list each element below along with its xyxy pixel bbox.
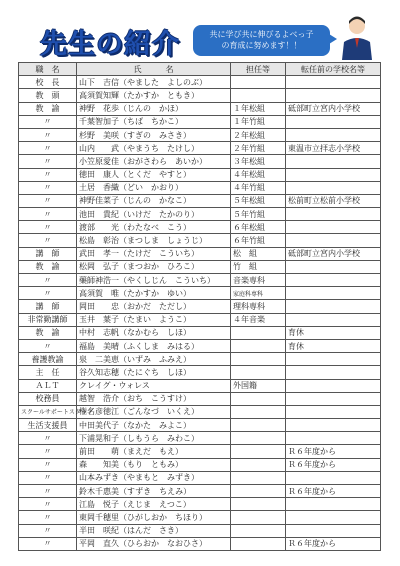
table-row — [19, 498, 381, 511]
position-cell: 〃 — [19, 181, 77, 194]
assignment-cell: ３年松組 — [231, 155, 286, 168]
position-cell: 校務員 — [19, 392, 77, 405]
previous-school-cell — [286, 260, 381, 273]
assignment-cell — [231, 392, 286, 405]
table-row — [19, 353, 381, 366]
name-cell: クレイグ・ウォレス — [77, 379, 231, 392]
assignment-cell: ５年松組 — [231, 194, 286, 207]
position-cell: 養護教諭 — [19, 353, 77, 366]
previous-school-cell: 東温市立拝志小学校 — [286, 142, 381, 155]
table-row — [19, 247, 381, 260]
position-cell: 〃 — [19, 221, 77, 234]
position-cell: 〃 — [19, 524, 77, 537]
name-cell: 神野佳菜子（じんの かなこ） — [77, 194, 231, 207]
previous-school-cell: 育休 — [286, 339, 381, 352]
table-row — [19, 366, 381, 379]
name-cell: 泉 二美恵（いずみ ふみえ） — [77, 353, 231, 366]
name-cell: 下浦晃和子（しもうら みわこ） — [77, 432, 231, 445]
previous-school-cell — [286, 208, 381, 221]
table-row — [19, 102, 381, 115]
assignment-cell: ６年松組 — [231, 221, 286, 234]
assignment-cell: ４年松組 — [231, 168, 286, 181]
name-cell: 小笠原愛佳（おがさわら あいか） — [77, 155, 231, 168]
assignment-cell — [231, 326, 286, 339]
position-cell: 非常勤講師 — [19, 313, 77, 326]
table-row — [19, 89, 381, 102]
previous-school-cell — [286, 115, 381, 128]
table-row — [19, 524, 381, 537]
previous-school-cell — [286, 300, 381, 313]
table-row — [19, 537, 381, 550]
table-row — [19, 339, 381, 352]
position-cell: 〃 — [19, 155, 77, 168]
previous-school-cell: Ｒ６年度から — [286, 485, 381, 498]
assignment-cell: 竹 組 — [231, 260, 286, 273]
name-cell: 神野 花歩（じんの かほ） — [77, 102, 231, 115]
previous-school-cell: 松前町立松前小学校 — [286, 194, 381, 207]
table-row — [19, 168, 381, 181]
name-cell: 松島 彰治（まつしま しょうじ） — [77, 234, 231, 247]
name-cell: 谷久知志穂（たにぐち しほ） — [77, 366, 231, 379]
position-cell: 教 諭 — [19, 102, 77, 115]
previous-school-cell — [286, 234, 381, 247]
name-cell: 渡部 光（わたなべ こう） — [77, 221, 231, 234]
position-cell: 教 諭 — [19, 260, 77, 273]
table-row — [19, 458, 381, 471]
name-cell: 杉野 美咲（すぎの みさき） — [77, 128, 231, 141]
assignment-cell: ４年音楽 — [231, 313, 286, 326]
table-row — [19, 432, 381, 445]
table-row — [19, 128, 381, 141]
previous-school-cell — [286, 511, 381, 524]
table-row — [19, 300, 381, 313]
name-cell: 中村 志帆（なかむら しほ） — [77, 326, 231, 339]
name-cell: 松岡 弘子（まつおか ひろこ） — [77, 260, 231, 273]
table-header-row — [19, 63, 381, 76]
assignment-cell: ５年竹組 — [231, 208, 286, 221]
previous-school-cell — [286, 155, 381, 168]
previous-school-cell — [286, 274, 381, 287]
previous-school-cell — [286, 168, 381, 181]
name-cell: 池田 貴紀（いけだ たかのり） — [77, 208, 231, 221]
position-cell: 〃 — [19, 471, 77, 484]
assignment-cell — [231, 76, 286, 89]
position-cell: 〃 — [19, 339, 77, 352]
assignment-cell — [231, 537, 286, 550]
name-cell: 徳田 康人（とくだ やすと） — [77, 168, 231, 181]
assignment-cell — [231, 353, 286, 366]
previous-school-cell — [286, 221, 381, 234]
position-cell: 講 師 — [19, 247, 77, 260]
assignment-cell: １年竹組 — [231, 115, 286, 128]
message-bubble — [193, 25, 330, 56]
table-row — [19, 274, 381, 287]
assignment-cell — [231, 419, 286, 432]
staff-table — [18, 62, 380, 551]
previous-school-cell: Ｒ６年度から — [286, 445, 381, 458]
previous-school-cell — [286, 353, 381, 366]
column-header-name: 氏 名 — [77, 63, 231, 76]
table-row — [19, 471, 381, 484]
assignment-cell: 音楽専科 — [231, 274, 286, 287]
assignment-cell: １年松組 — [231, 102, 286, 115]
assignment-cell — [231, 366, 286, 379]
name-cell: 高須賀 唯（たかすか ゆい） — [77, 287, 231, 300]
column-header-previous-school: 転任前の学校名等 — [286, 63, 381, 76]
assignment-cell — [231, 498, 286, 511]
assignment-cell: 松 組 — [231, 247, 286, 260]
previous-school-cell — [286, 287, 381, 300]
table-row — [19, 181, 381, 194]
name-cell: 半田 咲紀（はんだ さき） — [77, 524, 231, 537]
position-cell: 〃 — [19, 458, 77, 471]
assignment-cell — [231, 89, 286, 102]
assignment-cell — [231, 445, 286, 458]
table-row — [19, 142, 381, 155]
table-row — [19, 287, 381, 300]
assignment-cell — [231, 458, 286, 471]
position-cell: 〃 — [19, 115, 77, 128]
position-cell: 〃 — [19, 287, 77, 300]
assignment-cell: ６年竹組 — [231, 234, 286, 247]
name-cell: 岡田 忠（おかだ ただし） — [77, 300, 231, 313]
column-header-position: 職 名 — [19, 63, 77, 76]
name-cell: 前田 萌（まえだ もえ） — [77, 445, 231, 458]
table-row — [19, 194, 381, 207]
position-cell: 〃 — [19, 537, 77, 550]
position-cell: 〃 — [19, 142, 77, 155]
table-row — [19, 379, 381, 392]
table-row — [19, 221, 381, 234]
previous-school-cell — [286, 432, 381, 445]
table-row — [19, 208, 381, 221]
page-title: 先生の紹介 — [40, 29, 180, 60]
table-row — [19, 511, 381, 524]
assignment-cell: 外国籍 — [231, 379, 286, 392]
assignment-cell — [231, 524, 286, 537]
name-cell: 権名彦徳江（ごんなづ いくえ） — [77, 405, 231, 418]
assignment-cell — [231, 432, 286, 445]
position-cell: 教 頭 — [19, 89, 77, 102]
position-cell: 〃 — [19, 511, 77, 524]
table-row — [19, 419, 381, 432]
name-cell: 平岡 直久（ひらおか なおひさ） — [77, 537, 231, 550]
table-row — [19, 155, 381, 168]
position-cell: 〃 — [19, 194, 77, 207]
previous-school-cell: 砥部町立宮内小学校 — [286, 102, 381, 115]
assignment-cell: 家庭科専科 — [231, 287, 286, 300]
position-cell: 校 長 — [19, 76, 77, 89]
previous-school-cell — [286, 128, 381, 141]
column-header-assignment: 担任等 — [231, 63, 286, 76]
name-cell: 東岡千穂里（ひがしおか ちほり） — [77, 511, 231, 524]
previous-school-cell — [286, 498, 381, 511]
name-cell: 山本みずき（やまもと みずき） — [77, 471, 231, 484]
position-cell: 〃 — [19, 432, 77, 445]
name-cell: 藥師神浩一（やくしじん こういち） — [77, 274, 231, 287]
position-cell: スクールサポートスタッフ — [19, 405, 77, 418]
table-row — [19, 76, 381, 89]
table-row — [19, 405, 381, 418]
position-cell: 主 任 — [19, 366, 77, 379]
message-line-2: の育成に努めます！！ — [221, 41, 302, 50]
table-row — [19, 115, 381, 128]
table-row — [19, 234, 381, 247]
header — [0, 0, 400, 60]
position-cell: 〃 — [19, 168, 77, 181]
position-cell: ＡＬＴ — [19, 379, 77, 392]
previous-school-cell — [286, 392, 381, 405]
name-cell: 福島 美晴（ふくしま みはる） — [77, 339, 231, 352]
assignment-cell: ４年竹組 — [231, 181, 286, 194]
assignment-cell — [231, 405, 286, 418]
position-cell: 〃 — [19, 485, 77, 498]
previous-school-cell: Ｒ６年度から — [286, 458, 381, 471]
table-row — [19, 392, 381, 405]
name-cell: 玉井 葉子（たまい ようこ） — [77, 313, 231, 326]
assignment-cell — [231, 339, 286, 352]
position-cell: 〃 — [19, 234, 77, 247]
name-cell: 中田美代子（なかた みよこ） — [77, 419, 231, 432]
assignment-cell — [231, 471, 286, 484]
name-cell: 山内 武（やまうち たけし） — [77, 142, 231, 155]
table-row — [19, 260, 381, 273]
previous-school-cell — [286, 524, 381, 537]
name-cell: 鈴木千惠美（すずき ちえみ） — [77, 485, 231, 498]
previous-school-cell: Ｒ６年度から — [286, 537, 381, 550]
previous-school-cell — [286, 181, 381, 194]
previous-school-cell — [286, 76, 381, 89]
previous-school-cell — [286, 89, 381, 102]
previous-school-cell — [286, 471, 381, 484]
position-cell: 〃 — [19, 274, 77, 287]
assignment-cell — [231, 485, 286, 498]
assignment-cell: ２年松組 — [231, 128, 286, 141]
name-cell: 武田 孝一（たけだ こういち） — [77, 247, 231, 260]
previous-school-cell — [286, 405, 381, 418]
table-row — [19, 485, 381, 498]
position-cell: 〃 — [19, 208, 77, 221]
name-cell: 千葉智加子（ちば ちかこ） — [77, 115, 231, 128]
position-cell: 教 諭 — [19, 326, 77, 339]
position-cell: 〃 — [19, 128, 77, 141]
name-cell: 江島 悦子（えじま えつこ） — [77, 498, 231, 511]
previous-school-cell — [286, 379, 381, 392]
previous-school-cell: 砥部町立宮内小学校 — [286, 247, 381, 260]
message-line-1: 共に学び共に伸びるよべっ子 — [209, 30, 314, 39]
previous-school-cell: 育休 — [286, 326, 381, 339]
assignment-cell: 理科専科 — [231, 300, 286, 313]
previous-school-cell — [286, 419, 381, 432]
assignment-cell: ２年竹組 — [231, 142, 286, 155]
name-cell: 高須賀知輝（たかすか ともき） — [77, 89, 231, 102]
teacher-illustration-icon — [336, 14, 378, 60]
table-body — [19, 76, 381, 551]
previous-school-cell — [286, 366, 381, 379]
position-cell: 講 師 — [19, 300, 77, 313]
assignment-cell — [231, 511, 286, 524]
position-cell: 生活支援員 — [19, 419, 77, 432]
previous-school-cell — [286, 313, 381, 326]
table-row — [19, 313, 381, 326]
name-cell: 土居 香織（どい かおり） — [77, 181, 231, 194]
table-row — [19, 326, 381, 339]
table-row — [19, 445, 381, 458]
position-cell: 〃 — [19, 445, 77, 458]
name-cell: 越智 浩介（おち こうすけ） — [77, 392, 231, 405]
name-cell: 森 知美（もり ともみ） — [77, 458, 231, 471]
name-cell: 山下 吉信（やました よしのぶ） — [77, 76, 231, 89]
position-cell: 〃 — [19, 498, 77, 511]
